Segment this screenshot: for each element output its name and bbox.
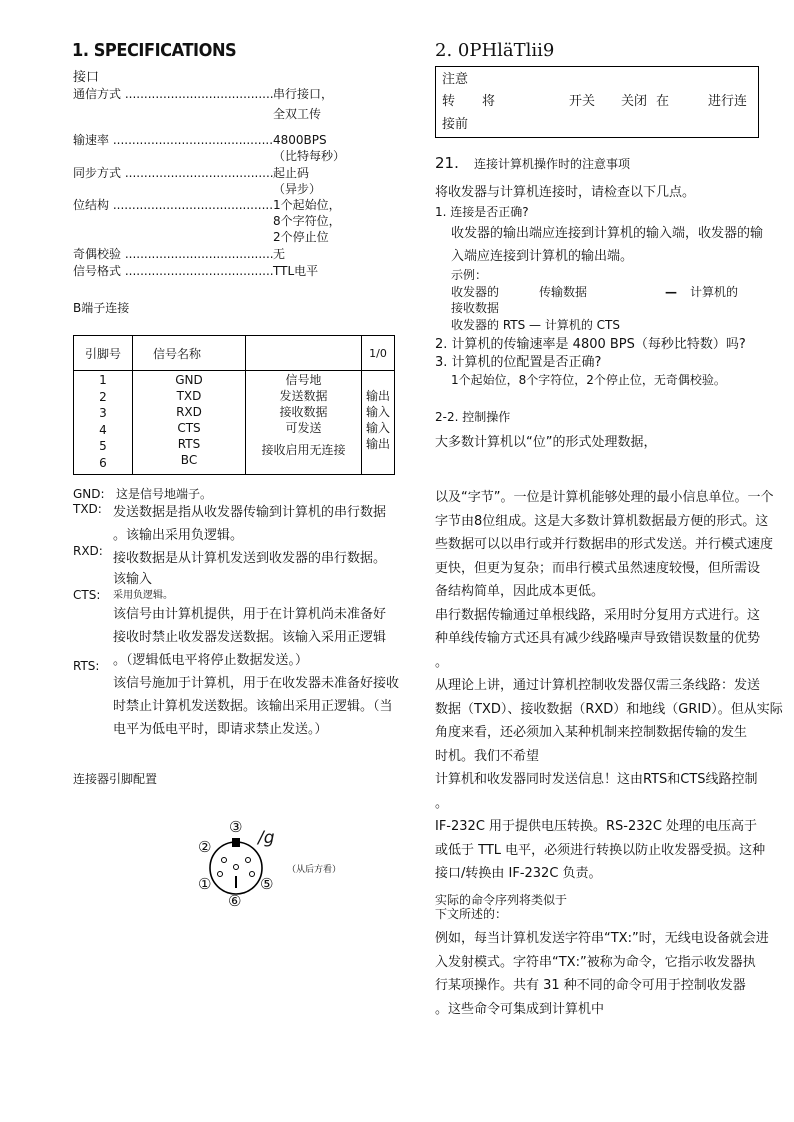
signal-key-rxd: RXD:	[73, 544, 103, 558]
note-word: 将	[482, 94, 496, 109]
spec-value: （异步）	[273, 182, 322, 196]
spec-label: 通信方式 .....	[73, 86, 273, 102]
example-word: 计算机的	[690, 285, 739, 299]
signal-name-cell	[133, 371, 246, 475]
pin-label-3: ③	[229, 818, 243, 836]
example-dash: —	[665, 285, 677, 299]
pin-label-extra: /g	[258, 828, 275, 848]
signal-desc: 接收启用无连接	[261, 443, 346, 457]
spec-value: 1个起始位，	[273, 198, 341, 212]
signal-desc: 可发送	[285, 421, 322, 435]
spec-label: 输速率 .....	[73, 132, 273, 148]
spec-row	[73, 86, 334, 121]
signal-name: GND	[175, 373, 203, 387]
control-intro: 大多数计算机以“位”的形式处理数据，	[435, 435, 657, 450]
signal-key-cts: CTS:	[73, 588, 101, 602]
para-line: 。该输出采用负逻辑。	[113, 528, 244, 543]
check-item-3-body: 1个起始位，8个字符位，2个停止位，无奇偶校验。	[451, 373, 726, 387]
para-line: 时禁止计算机发送数据。该输出采用正逻辑。（当	[113, 699, 393, 714]
note-word: 开关	[569, 94, 596, 109]
signal-name: BC	[180, 453, 198, 467]
spec-row	[73, 132, 346, 163]
spec-label: 奇偶校验 .....	[73, 246, 273, 262]
cmd-line-1: 实际的命令序列将类似于	[435, 893, 568, 907]
spec-label: 位结构 .....	[73, 197, 273, 213]
example-line3: 收发器的 RTS — 计算机的 CTS	[451, 318, 620, 332]
note-word: 转	[442, 94, 456, 109]
signal-name: RTS	[177, 437, 201, 451]
pin-number: 1	[99, 373, 107, 387]
pin-number: 5	[99, 439, 107, 453]
para-line: 该信号施加于计算机，用于在收发器未准备好接收	[113, 676, 400, 691]
para-line: 接收数据是从计算机发送到收发器的串行数据。	[113, 551, 387, 566]
example-word: 传输数据	[539, 285, 588, 299]
spec-value: 4800BPS	[273, 133, 327, 147]
signal-key-rts: RTS:	[73, 659, 100, 673]
pin-number-cell	[74, 371, 133, 475]
body-line: 备结构简单，因此成本更低。	[435, 584, 605, 599]
spec-value: （比特每秒）	[273, 149, 346, 163]
body-line: 时机。我们不希望	[435, 748, 540, 764]
body-line: 数据（TXD）、接收数据（RXD）和地线（GRID）。但从实际	[435, 701, 783, 717]
io-value: 输出	[365, 437, 390, 451]
para-line: 接收时禁止收发器发送数据。该输入采用正逻辑	[113, 630, 387, 645]
b-terminal-title: B端子连接	[73, 301, 130, 315]
check-item-3: 3. 计算机的位配置是否正确?	[435, 355, 602, 370]
body-line: 收发器的输出端应连接到计算机的输入端，收发器的输	[451, 226, 764, 241]
spec-value: 2个停止位	[273, 230, 329, 244]
body-line: 。	[435, 795, 449, 811]
spec-row	[73, 165, 322, 196]
io-value: 输出	[365, 389, 390, 403]
body-line: 。这些命令可集成到计算机中	[435, 1001, 605, 1017]
spec-row	[73, 263, 319, 283]
signal-key-label: GND:	[73, 487, 105, 501]
table-header: 1/0	[362, 336, 395, 371]
section2-heading: 2. 0PHläTlii9	[435, 40, 555, 61]
final-paragraph	[435, 927, 769, 1021]
para-line: 该输入	[113, 572, 153, 587]
para-line: 采用负逻辑。	[113, 590, 173, 601]
para-line: 电平为低电平时，即请求禁止发送。）	[113, 722, 328, 737]
body-line: 更快，但更为复杂；而串行模式虽然速度较慢，但所需设	[435, 560, 761, 576]
note-title: 注意	[442, 72, 469, 87]
section21-title: 连接计算机操作时的注意事项	[474, 157, 631, 171]
specifications-heading: 1. SPECIFICATIONS	[72, 40, 237, 61]
spec-label: 同步方式 .....	[73, 165, 273, 181]
signal-paragraph	[113, 501, 400, 741]
spec-value: 无	[273, 247, 286, 261]
body-line: 从理论上讲，通过计算机控制收发器仅需三条线路：发送	[435, 678, 761, 693]
body-line: 种单线传输方式还具有减少线路噪声导致错误数量的优势	[435, 631, 761, 646]
pin-label-2: ②	[198, 838, 212, 856]
check-item-2: 2. 计算机的传输速率是 4800 BPS（每秒比特数）吗?	[435, 337, 746, 352]
body-line: 串行数据传输通过单根线路，采用时分复用方式进行。这	[435, 607, 761, 623]
signal-name: RXD	[176, 405, 202, 419]
pin-number: 3	[99, 406, 107, 420]
body-line: 行某项操作。共有 31 种不同的命令可用于控制收发器	[435, 978, 746, 993]
pin-number: 6	[99, 455, 107, 470]
check-item-1-body	[451, 222, 763, 268]
spec-value: 全双工传	[273, 107, 322, 121]
control-body	[435, 486, 783, 886]
para-line: 发送数据是指从收发器传输到计算机的串行数据	[113, 505, 387, 520]
note-word: 关闭	[621, 94, 648, 109]
body-line: 以及“字节”。一位是计算机能够处理的最小信息单位。一个	[435, 490, 774, 505]
spec-value: 起止码	[273, 166, 310, 180]
note-line3: 接前	[442, 117, 469, 132]
example-word: 收发器的	[451, 285, 500, 299]
body-line: 。	[435, 654, 449, 670]
example-label: 示例：	[451, 268, 488, 282]
io-cell	[362, 371, 395, 475]
note-box	[435, 66, 759, 138]
control-heading: 2-2. 控制操作	[435, 410, 511, 424]
para-line: 。（逻辑低电平将停止数据发送。）	[113, 653, 309, 668]
body-line: 计算机和收发器同时发送信息！这由RTS和CTS线路控制	[435, 772, 758, 787]
io-value: 输入	[365, 421, 390, 435]
pin-number: 4	[99, 422, 107, 437]
body-line: 例如，每当计算机发送字符串“TX:”时，无线电设备就会进	[435, 931, 769, 946]
note-word: 进行连	[708, 94, 748, 109]
signal-desc: 接收数据	[279, 405, 328, 419]
section21-number: 21.	[435, 154, 459, 172]
spec-row	[73, 197, 341, 244]
connector-note: （从后方看）	[287, 865, 342, 875]
pin-table	[73, 335, 395, 475]
spec-value: 串行接口，	[273, 87, 334, 101]
pin-number: 2	[99, 389, 107, 404]
signal-desc-cell	[246, 371, 362, 475]
spec-label: 信号格式 .....	[73, 263, 273, 279]
body-line: 字节由8位组成。这是大多数计算机数据最方便的形式。这	[435, 513, 769, 529]
note-word: 在	[656, 94, 670, 109]
table-header: 信号名称	[133, 336, 246, 371]
body-line: 或低于 TTL 电平，必须进行转换以防止收发器受损。这种	[435, 842, 766, 858]
signal-key	[73, 485, 212, 502]
pin-label-6: ⑥	[228, 892, 242, 910]
body-line: 角度来看，还必须加入某种机制来控制数据传输的发生	[435, 725, 748, 740]
intro-text: 将收发器与计算机连接时，请检查以下几点。	[435, 185, 696, 200]
cmd-line-2: 下文所述的：	[435, 907, 508, 921]
pin-label-1: ①	[198, 875, 212, 893]
signal-desc: 信号地	[285, 373, 322, 387]
table-header: 引脚号	[74, 336, 133, 371]
body-line: 些数据可以以串行或并行数据串的形式发送。并行模式速度	[435, 537, 774, 552]
signal-name: TXD	[176, 389, 202, 403]
para-line: 该信号由计算机提供，用于在计算机尚未准备好	[113, 607, 387, 622]
table-header	[246, 336, 362, 371]
example-line2: 接收数据	[451, 301, 500, 315]
signal-text: 这是信号地端子。	[116, 487, 213, 501]
body-line: 接口/转换由 IF-232C 负责。	[435, 866, 602, 881]
spec-value: TTL电平	[273, 264, 319, 278]
connector-key	[232, 838, 240, 847]
interface-title: 接口	[73, 70, 100, 85]
signal-desc: 发送数据	[279, 389, 328, 403]
check-item-1: 1. 连接是否正确?	[435, 205, 529, 219]
body-line: IF-232C 用于提供电压转换。RS-232C 处理的电压高于	[435, 819, 758, 834]
io-value: 输入	[365, 405, 390, 419]
spec-value: 8个字符位，	[273, 214, 341, 228]
connector-title: 连接器引脚配置	[73, 772, 158, 786]
signal-name: CTS	[177, 421, 201, 435]
pin-label-5: ⑤	[260, 875, 274, 893]
body-line: 入发射模式。字符串“TX:”被称为命令，它指示收发器执	[435, 954, 756, 970]
body-line: 入端应连接到计算机的输出端。	[451, 249, 634, 264]
signal-key-txd: TXD:	[73, 502, 102, 516]
